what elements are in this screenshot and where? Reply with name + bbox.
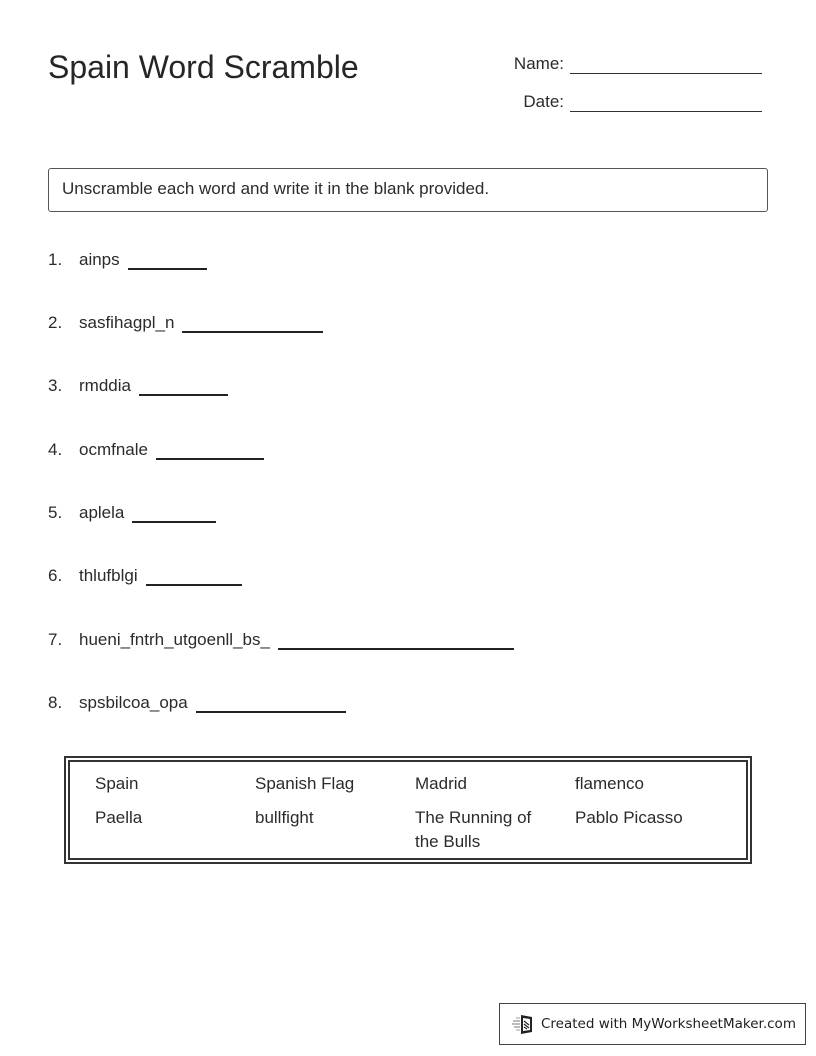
answer-blank[interactable] — [146, 572, 242, 586]
question-number: 8. — [48, 693, 63, 712]
word-bank-inner — [68, 760, 748, 860]
name-label: Name: — [513, 54, 564, 73]
question-number: 4. — [48, 440, 63, 459]
question-item — [48, 250, 207, 270]
footer-credit[interactable] — [499, 1003, 806, 1045]
question-item — [48, 313, 323, 333]
scrambled-word: ocmfnale — [79, 440, 148, 459]
worksheet-maker-logo-icon — [512, 1013, 536, 1035]
question-item — [48, 503, 216, 523]
answer-blank[interactable] — [278, 636, 514, 650]
word-bank-entry: Paella — [95, 808, 143, 827]
scrambled-word: aplela — [79, 503, 125, 522]
scrambled-word: spsbilcoa_opa — [79, 693, 188, 712]
answer-blank[interactable] — [182, 319, 323, 333]
question-item — [48, 440, 264, 460]
word-bank-entry: Spain — [95, 774, 139, 793]
date-field — [500, 92, 762, 112]
word-bank-entry: Madrid — [415, 774, 467, 793]
word-bank-entry: Pablo Picasso — [575, 808, 683, 827]
question-number: 1. — [48, 250, 63, 269]
answer-blank[interactable] — [156, 446, 264, 460]
scrambled-word: thlufblgi — [79, 566, 138, 585]
answer-blank[interactable] — [132, 509, 216, 523]
answer-blank[interactable] — [139, 382, 228, 396]
answer-blank[interactable] — [128, 256, 207, 270]
word-bank-entry: Spanish Flag — [255, 774, 355, 793]
date-blank-line[interactable] — [570, 94, 762, 112]
question-item — [48, 630, 514, 650]
name-blank-line[interactable] — [570, 56, 762, 74]
instructions-box: Unscramble each word and write it in the blank provided. — [48, 168, 768, 212]
question-number: 7. — [48, 630, 63, 649]
question-number: 3. — [48, 376, 63, 395]
scrambled-word: hueni_fntrh_utgoenll_bs_ — [79, 630, 270, 649]
answer-blank[interactable] — [196, 699, 346, 713]
name-field — [500, 54, 762, 74]
scrambled-word: rmddia — [79, 376, 131, 395]
date-label: Date: — [523, 92, 564, 111]
question-number: 5. — [48, 503, 63, 522]
question-number: 2. — [48, 313, 63, 332]
question-item — [48, 693, 346, 713]
word-bank-entry: bullfight — [255, 808, 314, 827]
scrambled-word: sasfihagpl_n — [79, 313, 175, 332]
word-bank-entry: The Running of the Bulls — [415, 808, 532, 851]
question-item — [48, 376, 228, 396]
footer-text: Created with MyWorksheetMaker.com — [541, 1016, 796, 1032]
question-number: 6. — [48, 566, 63, 585]
page-title: Spain Word Scramble — [48, 49, 359, 85]
word-bank — [64, 756, 752, 864]
question-item — [48, 566, 242, 586]
scrambled-word: ainps — [79, 250, 120, 269]
word-bank-entry: flamenco — [575, 774, 644, 793]
